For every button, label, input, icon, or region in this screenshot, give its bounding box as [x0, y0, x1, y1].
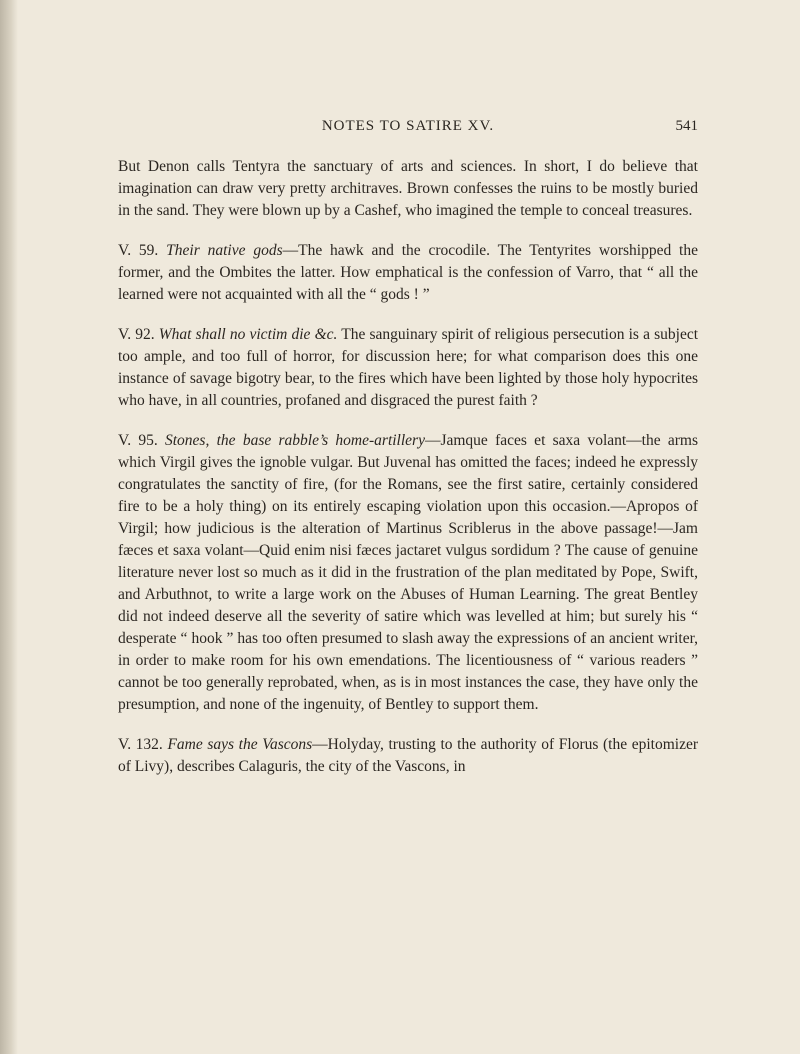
note-v92 — [118, 324, 698, 412]
note-text: —Holyday, trusting to the authority of Florus (the epitomizer of Livy), describes Calaguris, the city of the Vascons, in — [118, 736, 698, 775]
note-v95 — [118, 430, 698, 716]
note-text: —Jamque faces et saxa volant—the arms which Virgil gives the ignoble vulgar. But Juvenal has omitted the faces; indeed he expressly congratulates the sanctity of fire, (for the Romans, see the first satire, certainly considered fire to be a holy thing) on its entirely escaping violation upon this occasion.—Apropos of Virgil; how judicious is the alteration of Martinus Scriblerus in the above passage!—Jam fæces et saxa volant—Quid enim nisi fæces jactaret vulgus sordidum ? The cause of genuine literature never lost so much as it did in the frustration of the plan meditated by Pope, Swift, and Arbuthnot, to write a large work on the Abuses of Human Learning. The great Bentley did not indeed deserve all the severity of satire which was levelled at him; but surely his “ desperate “ hook ” has too often presumed to slash away the expressions of an ancient writer, in order to make room for his own emendations. The licentiousness of “ various readers ” cannot be too generally reprobated, when, as is in most instances the case, they have only the presumption, and none of the ingenuity, of Bentley to support them. — [118, 432, 699, 713]
note-lemma: What shall no victim die &c. — [158, 326, 338, 343]
paragraph-1 — [118, 156, 698, 222]
note-lemma: Stones, the base rabble’s home-artillery — [165, 432, 425, 449]
verse-reference: V. 132. — [118, 736, 163, 753]
page-number: 541 — [675, 118, 698, 134]
page-header — [118, 118, 698, 142]
note-text: The sanguinary spirit of religious persecution is a subject too ample, and too full of horror, for discussion here; for what comparison does this one instance of savage bigotry bear, to the fires which have been lighted by those holy hypocrites who have, in all countries, profaned and disgraced the purest faith ? — [118, 326, 699, 409]
verse-reference: V. 92. — [118, 326, 155, 343]
note-v59 — [118, 240, 698, 306]
note-text: —The hawk and the crocodile. The Tentyrites worshipped the former, and the Ombites the latter. How emphatical is the confession of Varro, that “ all the learned were not acquainted with all the “ gods ! ” — [118, 242, 698, 303]
note-lemma: Their native gods — [166, 242, 283, 259]
verse-reference: V. 95. — [118, 432, 158, 449]
paragraph-text: But Denon calls Tentyra the sanctuary of arts and sciences. In short, I do believe that imagination can draw very pretty architraves. Brown confesses the ruins to be mostly buried in the sand. They were blown up by a Cashef, who imagined the temple to conceal treasures. — [118, 158, 698, 219]
running-head: NOTES TO SATIRE XV. — [321, 118, 495, 134]
verse-reference: V. 59. — [118, 242, 159, 259]
note-v132 — [118, 734, 698, 778]
note-lemma: Fame says the Vascons — [167, 736, 313, 753]
page-binding-shadow — [0, 0, 18, 1054]
book-page — [118, 118, 698, 796]
